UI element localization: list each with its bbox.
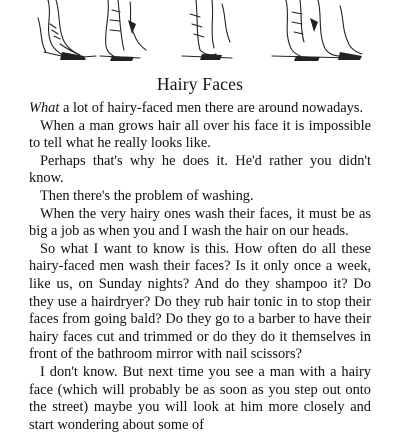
paragraph-text: I don't know. But next time you see a man with a hairy face (which will probably be as soon as you step out onto the street) maybe you will look at him more closely and start wondering about some of bbox=[29, 363, 371, 433]
paragraph bbox=[29, 188, 371, 206]
paragraph-text: When the very hairy ones wash their faces, it must be as big a job as when you and I wash the hair on our heads. bbox=[29, 205, 371, 240]
paragraph bbox=[29, 206, 371, 241]
paragraph bbox=[29, 241, 371, 364]
paragraph-text: When a man grows hair all over his face it is impossible to tell what he really looks like. bbox=[29, 117, 371, 152]
chapter-title: Hairy Faces bbox=[156, 74, 244, 94]
paragraph bbox=[29, 153, 371, 188]
paragraph bbox=[29, 100, 371, 118]
paragraph bbox=[29, 364, 371, 434]
paragraph bbox=[29, 118, 371, 153]
paragraph-lead-italic: What bbox=[29, 100, 60, 116]
header-illustration bbox=[0, 0, 400, 62]
body-text bbox=[29, 100, 371, 434]
pen-sketch-figures bbox=[0, 0, 400, 62]
paragraph-text: a lot of hairy-faced men there are around nowadays. bbox=[59, 100, 364, 116]
paragraph-text: So what I want to know is this. How often do all these hairy-faced men wash their faces? Is it only once a week, like us, on Sunday nights? And do they shampoo it? Do they use a hairdryer? Do they rub hair tonic in to stop their faces from going bald? Do they go to a barber to have their hairy faces cut and trimmed or do they do it themselves in front of the bathroom mirror with nail scissors? bbox=[29, 240, 371, 363]
paragraph-text: Then there's the problem of washing. bbox=[40, 187, 254, 204]
paragraph-text: Perhaps that's why he does it. He'd rather you didn't know. bbox=[29, 152, 371, 187]
